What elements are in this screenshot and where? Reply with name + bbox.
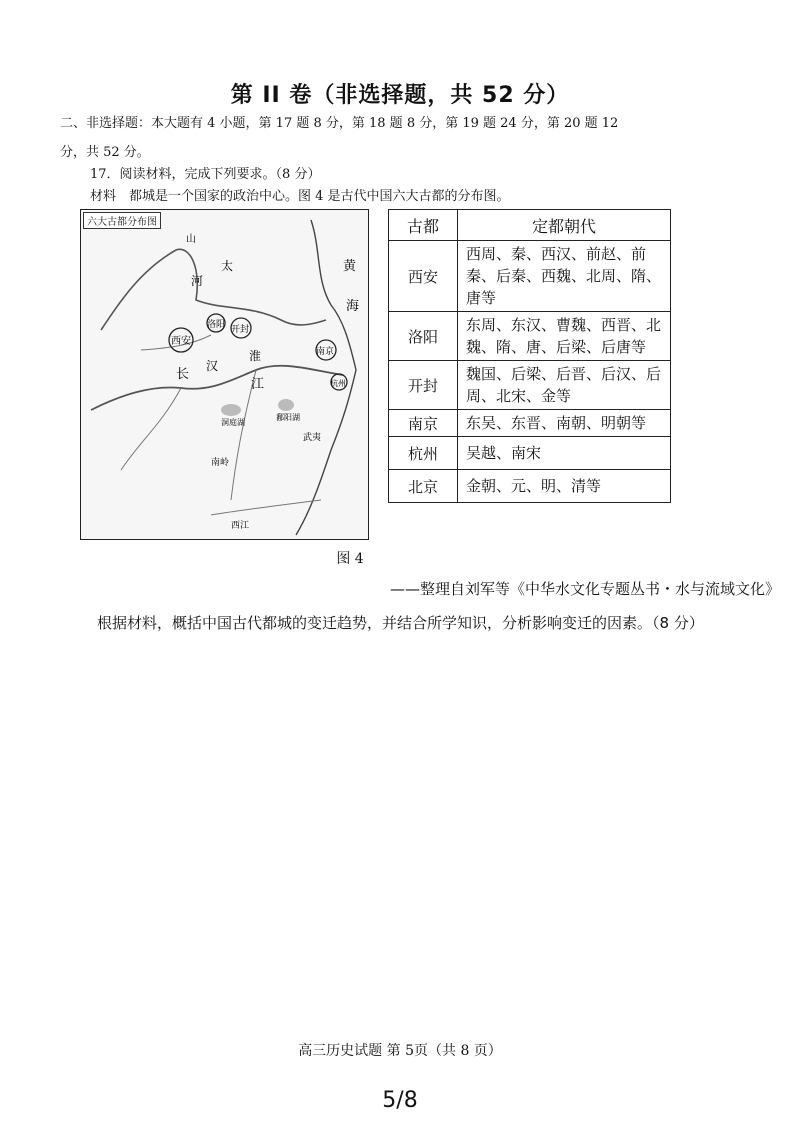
header-dynasties: 定都朝代 [458,210,671,241]
poyang-lake [278,399,294,411]
table-row [389,410,671,437]
tributary [121,388,181,470]
section-title: 第 II 卷（非选择题，共 52 分） [230,83,570,108]
cell-dynasties: 魏国、后梁、后晋、后汉、后周、北宋、金等 [458,361,671,410]
question-text: 根据材料，概括中国古代都城的变迁趋势，并结合所学知识，分析影响变迁的因素。（8 分） [97,614,704,632]
instructions-line-1: 二、非选择题：本大题有 4 小题，第 17 题 8 分，第 18 题 8 分，第 19 题 24 分，第 20 题 12 [60,116,619,131]
cell-dynasties: 东周、东汉、曹魏、西晋、北魏、隋、唐、后梁、后唐等 [458,312,671,361]
cell-city: 北京 [389,470,458,503]
cell-city: 杭州 [389,437,458,470]
cell-city: 洛阳 [389,312,458,361]
table-header-row [389,210,671,241]
map-label-kaifeng: 开封 [231,325,250,335]
table-row [389,241,671,312]
map-label-he: 河 [191,274,204,288]
map-drawing [81,210,368,539]
capitals-map [80,209,369,540]
map-label-hai: 海 [346,299,360,314]
map-label-shan: 山 [186,234,196,245]
map-label-jiang: 江 [251,377,265,392]
map-label-han: 汉 [206,359,219,373]
page-number: 5/8 [382,1088,418,1113]
map-label-hangzhou: 杭州 [330,379,346,388]
cell-dynasties: 西周、秦、西汉、前赵、前秦、后秦、西魏、北周、隋、唐等 [458,241,671,312]
map-label-chang: 长 [176,367,190,382]
source-citation: ——整理自刘军等《中华水文化专题丛书・水与流域文化》 [389,580,780,598]
cell-dynasties: 东吴、东晋、南朝、明朝等 [458,410,671,437]
map-label-luoyang: 洛阳 [207,320,226,330]
map-label-xian: 西安 [171,336,191,347]
map-label-xijiang: 西江 [231,521,250,531]
question-17-intro: 17．阅读材料，完成下列要求。（8 分） [90,167,321,182]
page-footer: 高三历史试题 第 5页（共 8 页） [298,1043,502,1059]
cell-city: 西安 [389,241,458,312]
map-label-nanling: 南岭 [211,458,230,468]
instructions-line-2: 分，共 52 分。 [60,145,150,160]
xijiang-river [211,500,321,515]
yellow-river [101,249,326,330]
figure-caption: 图 4 [336,551,364,567]
table-row [389,361,671,410]
capitals-table [388,209,671,503]
material-text: 材料 都城是一个国家的政治中心。图 4 是古代中国六大古都的分布图。 [90,189,510,204]
table-row [389,312,671,361]
cell-city: 开封 [389,361,458,410]
map-label-nanjing: 南京 [316,347,335,357]
map-label-huai: 淮 [249,349,262,363]
cell-city: 南京 [389,410,458,437]
dongting-lake [221,404,241,416]
map-label-tai: 太 [221,259,234,273]
table-row [389,470,671,503]
header-capital: 古都 [389,210,458,241]
map-label-wuyi: 武夷 [303,433,322,443]
table-row [389,437,671,470]
map-label-poyang: 鄱阳湖 [276,413,300,422]
map-title: 六大古都分布图 [83,212,161,229]
cell-dynasties: 吴越、南宋 [458,437,671,470]
cell-dynasties: 金朝、元、明、清等 [458,470,671,503]
map-label-dongting: 洞庭湖 [221,418,245,427]
map-label-huang: 黄 [343,259,357,274]
